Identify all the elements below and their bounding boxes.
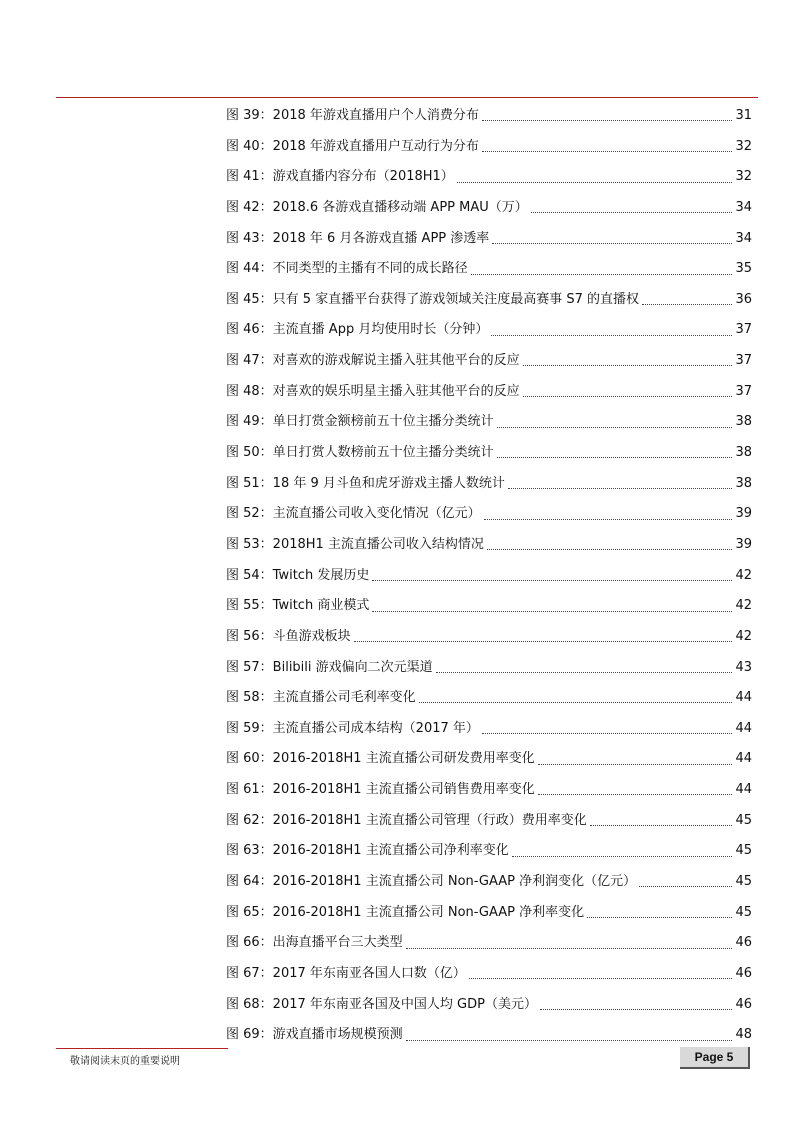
dot-leader	[482, 119, 733, 121]
toc-entry-page-number: 44	[735, 751, 752, 767]
toc-entry-label: 图 59：主流直播公司成本结构（2017 年）	[226, 720, 479, 736]
toc-entry-label: 图 43：2018 年 6 月各游戏直播 APP 渗透率	[226, 230, 490, 246]
toc-entry-label: 图 47：对喜欢的游戏解说主播入驻其他平台的反应	[226, 353, 520, 369]
dot-leader	[587, 916, 732, 918]
toc-entry-label: 图 49：单日打赏金额榜前五十位主播分类统计	[226, 414, 494, 430]
toc-entry[interactable]	[226, 622, 752, 653]
toc-entry-label: 图 42：2018.6 各游戏直播移动端 APP MAU（万）	[226, 199, 528, 215]
toc-entry[interactable]	[226, 162, 752, 193]
dot-leader	[406, 1039, 733, 1041]
toc-entry[interactable]	[226, 101, 752, 132]
toc-entry-label: 图 48：对喜欢的娱乐明星主播入驻其他平台的反应	[226, 383, 520, 399]
toc-entry-label: 图 63：2016-2018H1 主流直播公司净利率变化	[226, 843, 509, 859]
toc-entry-page-number: 45	[735, 812, 752, 828]
toc-entry-label: 图 51：18 年 9 月斗鱼和虎牙游戏主播人数统计	[226, 475, 505, 491]
toc-entry-page-number: 46	[735, 965, 752, 981]
toc-entry-label: 图 52：主流直播公司收入变化情况（亿元）	[226, 506, 481, 522]
toc-entry-label: 图 64：2016-2018H1 主流直播公司 Non-GAAP 净利润变化（亿元）	[226, 874, 637, 890]
toc-entry-page-number: 42	[735, 598, 752, 614]
dot-leader	[419, 701, 733, 703]
dot-leader	[354, 640, 733, 642]
toc-entry-label: 图 41：游戏直播内容分布（2018H1）	[226, 169, 454, 185]
toc-entry[interactable]	[226, 530, 752, 561]
toc-entry[interactable]	[226, 224, 752, 255]
toc-entry-label: 图 67：2017 年东南亚各国人口数（亿）	[226, 965, 466, 981]
toc-entry-page-number: 34	[735, 230, 752, 246]
toc-entry-page-number: 37	[735, 383, 752, 399]
toc-entry-label: 图 56：斗鱼游戏板块	[226, 628, 351, 644]
toc-entry-label: 图 39：2018 年游戏直播用户个人消费分布	[226, 108, 479, 123]
toc-entry-label: 图 66：出海直播平台三大类型	[226, 935, 403, 951]
dot-leader	[471, 273, 733, 275]
dot-leader	[538, 763, 733, 765]
toc-entry[interactable]	[226, 561, 752, 592]
toc-entry-page-number: 42	[735, 567, 752, 583]
dot-leader	[482, 732, 733, 734]
toc-entry-page-number: 39	[735, 536, 752, 552]
toc-entry-page-number: 46	[735, 996, 752, 1012]
toc-entry[interactable]	[226, 1020, 752, 1051]
dot-leader	[590, 824, 733, 826]
toc-entry[interactable]	[226, 407, 752, 438]
toc-entry-page-number: 32	[735, 169, 752, 185]
toc-entry-page-number: 44	[735, 720, 752, 736]
toc-entry-label: 图 54：Twitch 发展历史	[226, 567, 370, 583]
dot-leader	[508, 487, 733, 489]
dot-leader	[523, 395, 733, 397]
dot-leader	[523, 364, 733, 366]
toc-entry[interactable]	[226, 867, 752, 898]
toc-entry[interactable]	[226, 377, 752, 408]
toc-entry[interactable]	[226, 836, 752, 867]
toc-entry[interactable]	[226, 744, 752, 775]
dot-leader	[497, 426, 733, 428]
footer-rule	[56, 1048, 228, 1049]
dot-leader	[406, 947, 733, 949]
toc-entry-label: 图 50：单日打赏人数榜前五十位主播分类统计	[226, 445, 494, 461]
dot-leader	[491, 334, 732, 336]
toc-entry-label: 图 61：2016-2018H1 主流直播公司销售费用率变化	[226, 782, 535, 798]
toc-entry[interactable]	[226, 714, 752, 745]
toc-entry-page-number: 46	[735, 935, 752, 951]
toc-entry-label: 图 46：主流直播 App 月均使用时长（分钟）	[226, 322, 489, 338]
dot-leader	[540, 1008, 733, 1010]
toc-entry-label: 图 44：不同类型的主播有不同的成长路径	[226, 261, 468, 277]
dot-leader	[538, 793, 733, 795]
dot-leader	[457, 181, 733, 183]
toc-entry[interactable]	[226, 315, 752, 346]
dot-leader	[497, 456, 733, 458]
toc-entry-page-number: 32	[735, 138, 752, 154]
toc-entry-label: 图 55：Twitch 商业模式	[226, 598, 370, 614]
toc-entry[interactable]	[226, 438, 752, 469]
toc-entry[interactable]	[226, 469, 752, 500]
dot-leader	[484, 518, 733, 520]
toc-entry-label: 图 57：Bilibili 游戏偏向二次元渠道	[226, 659, 433, 675]
toc-entry-page-number: 36	[735, 291, 752, 307]
toc-entry[interactable]	[226, 806, 752, 837]
dot-leader	[372, 579, 732, 581]
toc-entry-page-number: 43	[735, 659, 752, 675]
dot-leader	[642, 303, 732, 305]
toc-entry[interactable]	[226, 346, 752, 377]
toc-entry-page-number: 38	[735, 445, 752, 461]
toc-entry-label: 图 65：2016-2018H1 主流直播公司 Non-GAAP 净利率变化	[226, 904, 585, 920]
dot-leader	[436, 671, 733, 673]
toc-entry-label: 图 53：2018H1 主流直播公司收入结构情况	[226, 536, 484, 552]
toc-entry[interactable]	[226, 990, 752, 1021]
toc-entry-label: 图 69：游戏直播市场规模预测	[226, 1027, 403, 1043]
toc-entry[interactable]	[226, 254, 752, 285]
toc-entry[interactable]	[226, 898, 752, 929]
toc-entry-label: 图 40：2018 年游戏直播用户互动行为分布	[226, 138, 479, 154]
toc-entry[interactable]	[226, 499, 752, 530]
dot-leader	[531, 211, 733, 213]
toc-entry[interactable]	[226, 928, 752, 959]
footer-disclaimer: 敬请阅读末页的重要说明	[70, 1056, 180, 1067]
toc-entry[interactable]	[226, 775, 752, 806]
toc-entry-page-number: 37	[735, 322, 752, 338]
toc-entry-label: 图 58：主流直播公司毛利率变化	[226, 690, 416, 706]
toc-entry[interactable]	[226, 285, 752, 316]
toc-entry[interactable]	[226, 683, 752, 714]
header-rule	[56, 97, 758, 98]
toc-entry[interactable]	[226, 132, 752, 163]
dot-leader	[512, 855, 733, 857]
toc-entry-page-number: 45	[735, 874, 752, 890]
toc-entry-label: 图 62：2016-2018H1 主流直播公司管理（行政）费用率变化	[226, 812, 587, 828]
toc-entry-page-number: 48	[735, 1027, 752, 1043]
toc-entry[interactable]	[226, 959, 752, 990]
toc-entry-page-number: 37	[735, 353, 752, 369]
toc-entry-page-number: 31	[735, 108, 752, 123]
dot-leader	[492, 242, 732, 244]
toc-entry-page-number: 44	[735, 782, 752, 798]
toc-entry[interactable]	[226, 653, 752, 684]
figure-list	[226, 101, 752, 1051]
toc-entry[interactable]	[226, 193, 752, 224]
toc-entry-label: 图 60：2016-2018H1 主流直播公司研发费用率变化	[226, 751, 535, 767]
toc-entry-page-number: 38	[735, 414, 752, 430]
toc-entry-page-number: 45	[735, 843, 752, 859]
toc-entry-label: 图 68：2017 年东南亚各国及中国人均 GDP（美元）	[226, 996, 537, 1012]
toc-entry-page-number: 34	[735, 199, 752, 215]
toc-entry[interactable]	[226, 591, 752, 622]
toc-entry-page-number: 39	[735, 506, 752, 522]
toc-entry-label: 图 45：只有 5 家直播平台获得了游戏领域关注度最高赛事 S7 的直播权	[226, 291, 639, 307]
toc-entry-page-number: 45	[735, 904, 752, 920]
dot-leader	[469, 977, 733, 979]
toc-entry-page-number: 44	[735, 690, 752, 706]
toc-entry-page-number: 38	[735, 475, 752, 491]
toc-entry-page-number: 42	[735, 628, 752, 644]
toc-entry-page-number: 35	[735, 261, 752, 277]
dot-leader	[372, 610, 732, 612]
page-number-badge: Page 5	[680, 1047, 750, 1069]
dot-leader	[482, 150, 733, 152]
dot-leader	[639, 885, 732, 887]
dot-leader	[487, 548, 733, 550]
